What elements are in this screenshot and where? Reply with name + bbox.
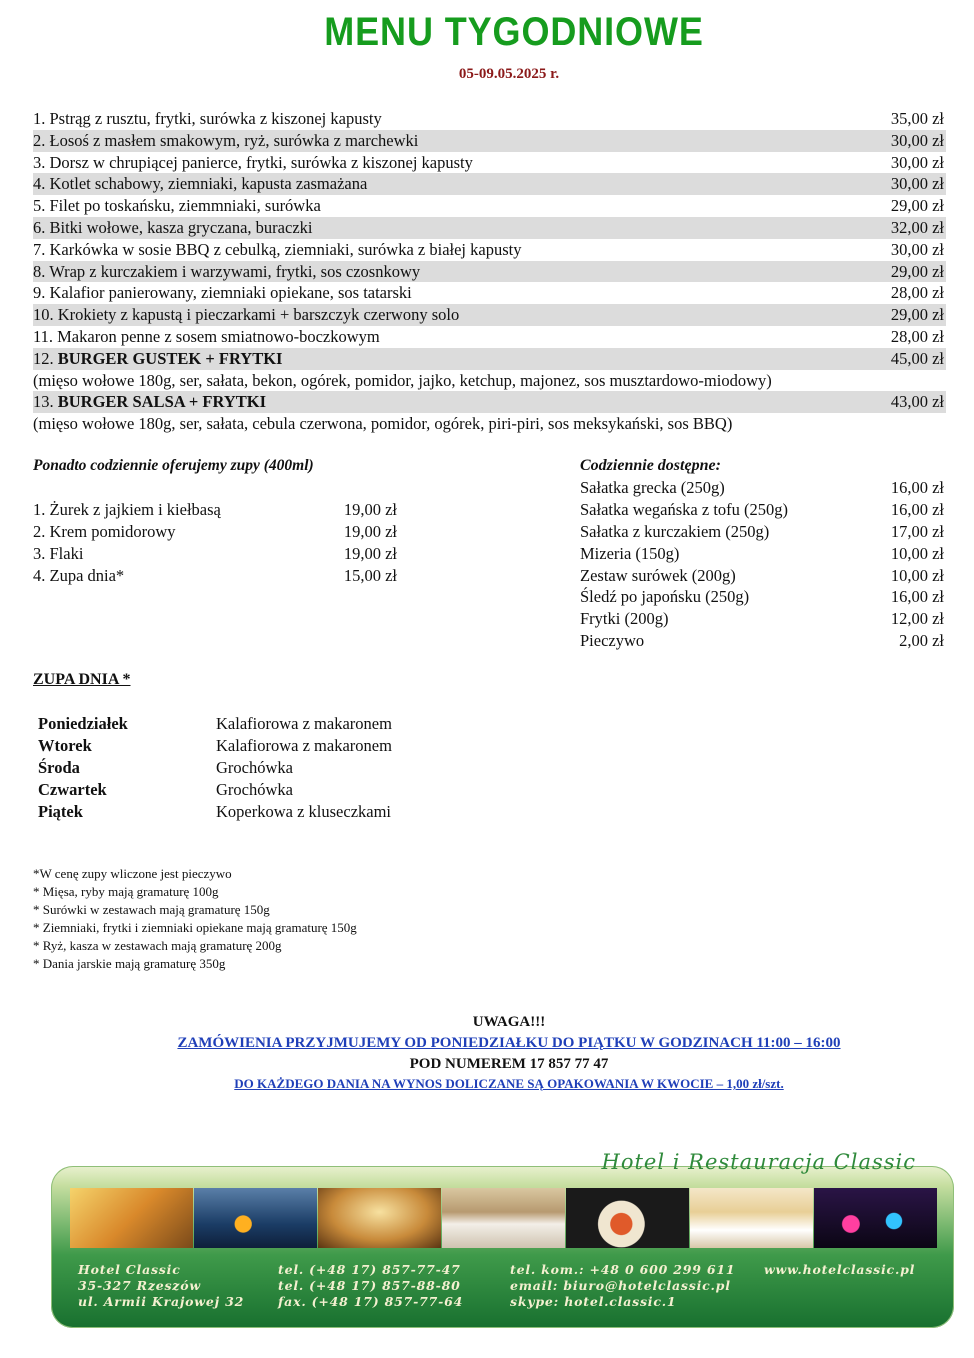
soups-heading: Ponadto codziennie oferujemy zupy (400ml) — [33, 457, 314, 474]
menu-item — [33, 239, 946, 261]
daily-label: Mizeria (150g) — [580, 543, 680, 563]
hotel-contact — [510, 1262, 735, 1310]
hotel-address — [78, 1262, 244, 1310]
notice-hours-link[interactable]: ZAMÓWIENIA PRZYJMUJEMY OD PONIEDZIAŁKU DO PIĄTKU W GODZINACH 11:00 – 16:00 — [177, 1035, 841, 1051]
phone-line: tel. (+48 17) 857-88-80 — [278, 1278, 461, 1293]
menu-item-label: 11. Makaron penne z sosem smiatnowo-boczkowym — [33, 326, 380, 346]
menu-item-price: 32,00 zł — [890, 217, 944, 237]
hotel-room-photo — [442, 1188, 565, 1248]
menu-item-label: 1. Pstrąg z rusztu, frytki, surówka z kiszonej kapusty — [33, 109, 382, 128]
address-line: ul. Armii Krajowej 32 — [78, 1294, 245, 1309]
menu-item-price: 29,00 zł — [890, 261, 944, 281]
daily-price: 16,00 zł — [890, 478, 944, 497]
address-line: Hotel Classic — [78, 1262, 181, 1277]
menu-item-label: 2. Łosoś z masłem smakowym, ryż, surówka z marchewki — [33, 130, 419, 150]
weekday: Poniedziałek — [38, 714, 128, 733]
daily-item — [580, 630, 946, 652]
dining-room-photo — [690, 1188, 813, 1248]
soup-price: 19,00 zł — [343, 500, 397, 519]
skype-line: skype: hotel.classic.1 — [510, 1294, 677, 1309]
menu-item-label: 4. Kotlet schabowy, ziemniaki, kapusta zasmażana — [33, 174, 368, 194]
soup-item — [33, 543, 399, 565]
soup-of-day-heading: ZUPA DNIA * — [33, 671, 131, 688]
menu-item-price: 43,00 zł — [890, 392, 944, 412]
phone-line: tel. (+48 17) 857-77-47 — [278, 1262, 461, 1277]
week-row — [38, 735, 458, 757]
daily-item — [580, 521, 946, 543]
weekday-soup: Grochówka — [216, 780, 293, 799]
daily-item — [580, 477, 946, 499]
fax-line: fax. (+48 17) 857-77-64 — [278, 1294, 464, 1309]
soup-item — [33, 521, 399, 543]
menu-item — [33, 173, 946, 195]
page-title: MENU TYGODNIOWE — [324, 10, 704, 54]
daily-item — [580, 543, 946, 565]
menu-item — [33, 152, 946, 174]
week-row — [38, 713, 458, 735]
email-line: email: biuro@hotelclassic.pl — [510, 1278, 731, 1293]
daily-item — [580, 499, 946, 521]
website-link[interactable]: www.hotelclassic.pl — [764, 1262, 916, 1277]
footnote: * Ryż, kasza w zestawach mają gramaturę 200g — [33, 938, 282, 953]
aquarium-photo — [194, 1188, 317, 1248]
notice-packaging-link[interactable]: DO KAŻDEGO DANIA NA WYNOS DOLICZANE SĄ OPAKOWANIA W KWOCIE – 1,00 zł/szt. — [234, 1076, 784, 1091]
daily-label: Sałatka z kurczakiem (250g) — [580, 521, 770, 541]
daily-label: Zestaw surówek (200g) — [580, 565, 736, 585]
daily-price: 10,00 zł — [890, 543, 944, 563]
daily-price: 2,00 zł — [899, 631, 944, 651]
footnote: *W cenę zupy wliczone jest pieczywo — [33, 866, 232, 881]
hotel-logo-text: Hotel i Restauracja Classic — [601, 1150, 916, 1174]
week-row — [38, 801, 458, 823]
weekday-soup: Kalafiorowa z makaronem — [216, 736, 392, 755]
week-row — [38, 779, 458, 801]
burger-description: (mięso wołowe 180g, ser, sałata, cebula czerwona, pomidor, ogórek, piri-piri, sos meksykański, sos BBQ) — [33, 414, 733, 434]
daily-list — [580, 477, 946, 652]
daily-label: Frytki (200g) — [580, 609, 669, 629]
footnote: * Surówki w zestawach mają gramaturę 150g — [33, 902, 270, 917]
footnote: * Ziemniaki, frytki i ziemniaki opiekane mają gramaturę 150g — [33, 920, 357, 935]
cocktails-photo — [814, 1188, 937, 1248]
menu-item-price: 29,00 zł — [890, 196, 944, 216]
daily-price: 16,00 zł — [890, 587, 944, 607]
footnotes — [33, 865, 357, 973]
menu-item-price: 35,00 zł — [890, 109, 944, 128]
restaurant-interior-photo — [318, 1188, 441, 1248]
menu-item-label: 10. Krokiety z kapustą i pieczarkami + barszczyk czerwony solo — [33, 305, 460, 325]
mobile-line: tel. kom.: +48 0 600 299 611 — [510, 1262, 736, 1277]
menu-item-label: 9. Kalafior panierowany, ziemniaki opiekane, sos tatarski — [33, 283, 412, 303]
weekday-soup: Koperkowa z kluseczkami — [216, 802, 392, 821]
burger-number: 13. — [33, 392, 54, 412]
daily-item — [580, 586, 946, 608]
footnote: * Dania jarskie mają gramaturę 350g — [33, 956, 226, 971]
menu-item-label: 5. Filet po toskańsku, ziemmniaki, surówka — [33, 196, 321, 216]
menu-item-price: 30,00 zł — [890, 239, 944, 259]
soup-label: 3. Flaki — [33, 544, 84, 563]
week-row — [38, 757, 458, 779]
soup-price: 19,00 zł — [343, 544, 397, 563]
daily-price: 16,00 zł — [890, 499, 944, 519]
weekday: Wtorek — [38, 736, 92, 755]
footnote: * Mięsa, ryby mają gramaturę 100g — [33, 884, 219, 899]
daily-item — [580, 608, 946, 630]
menu-item-label: 6. Bitki wołowe, kasza gryczana, buraczki — [33, 217, 313, 237]
daily-label: Śledź po japońsku (250g) — [580, 587, 750, 607]
daily-price: 17,00 zł — [890, 521, 944, 541]
menu-item — [33, 304, 946, 326]
weekday: Piątek — [38, 802, 83, 821]
menu-item — [33, 326, 946, 348]
soup-label: 1. Żurek z jajkiem i kiełbasą — [33, 500, 221, 519]
daily-label: Sałatka wegańska z tofu (250g) — [580, 499, 789, 519]
menu-item-price: 45,00 zł — [890, 348, 944, 368]
weekday: Czwartek — [38, 780, 107, 799]
soup-item — [33, 499, 399, 521]
soup-price: 19,00 zł — [343, 522, 397, 541]
menu-item-label: 7. Karkówka w sosie BBQ z cebulką, ziemniaki, surówka z białej kapusty — [33, 239, 522, 259]
weekday: Środa — [38, 758, 80, 777]
notice-heading: UWAGA!!! — [472, 1014, 546, 1030]
burger-name: BURGER GUSTEK + FRYTKI — [57, 348, 283, 368]
menu-item — [33, 108, 946, 130]
menu-item — [33, 261, 946, 283]
hotel-website — [764, 1262, 915, 1278]
daily-label: Sałatka grecka (250g) — [580, 478, 725, 497]
soup-label: 4. Zupa dnia* — [33, 566, 125, 585]
menu-item-label: 3. Dorsz w chrupiącej panierce, frytki, surówka z kiszonej kapusty — [33, 152, 473, 172]
hotel-phones — [278, 1262, 463, 1310]
daily-price: 12,00 zł — [890, 609, 944, 629]
soup-item — [33, 565, 399, 587]
daily-heading: Codziennie dostępne: — [580, 457, 721, 474]
menu-item — [33, 130, 946, 152]
menu-item-burger-gustek — [33, 348, 946, 370]
weekly-menu-list — [33, 108, 946, 435]
soups-list — [33, 499, 399, 587]
menu-item-price: 30,00 zł — [890, 152, 944, 172]
photo-strip — [70, 1188, 938, 1248]
order-notice — [0, 1012, 974, 1094]
banquet-hall-photo — [70, 1188, 193, 1248]
menu-dates: 05-09.05.2025 r. — [458, 66, 560, 82]
menu-item-price: 28,00 zł — [890, 283, 944, 303]
soup-label: 2. Krem pomidorowy — [33, 522, 176, 541]
menu-item — [33, 282, 946, 304]
menu-item-burger-salsa — [33, 391, 946, 413]
soup-price: 15,00 zł — [343, 566, 397, 585]
daily-price: 10,00 zł — [890, 565, 944, 585]
daily-item — [580, 565, 946, 587]
burger-name: BURGER SALSA + FRYTKI — [57, 392, 266, 412]
menu-item-price: 29,00 zł — [890, 305, 944, 325]
burger-number: 12. — [33, 348, 54, 368]
menu-item — [33, 195, 946, 217]
notice-phone: POD NUMEREM 17 857 77 47 — [409, 1056, 609, 1072]
menu-item — [33, 217, 946, 239]
menu-item-price: 30,00 zł — [890, 130, 944, 150]
weekday-soup: Kalafiorowa z makaronem — [216, 714, 392, 733]
menu-item-price: 28,00 zł — [890, 326, 944, 346]
burger-description: (mięso wołowe 180g, ser, sałata, bekon, ogórek, pomidor, jajko, ketchup, majonez, sos musztardowo-miodowy) — [33, 370, 772, 390]
menu-item-price: 30,00 zł — [890, 174, 944, 194]
menu-item-label: 8. Wrap z kurczakiem i warzywami, frytki, sos czosnkowy — [33, 261, 421, 281]
address-line: 35-327 Rzeszów — [78, 1278, 201, 1293]
daily-label: Pieczywo — [580, 631, 645, 651]
soup-of-day-table — [38, 713, 458, 823]
weekday-soup: Grochówka — [216, 758, 293, 777]
dish-photo — [566, 1188, 689, 1248]
